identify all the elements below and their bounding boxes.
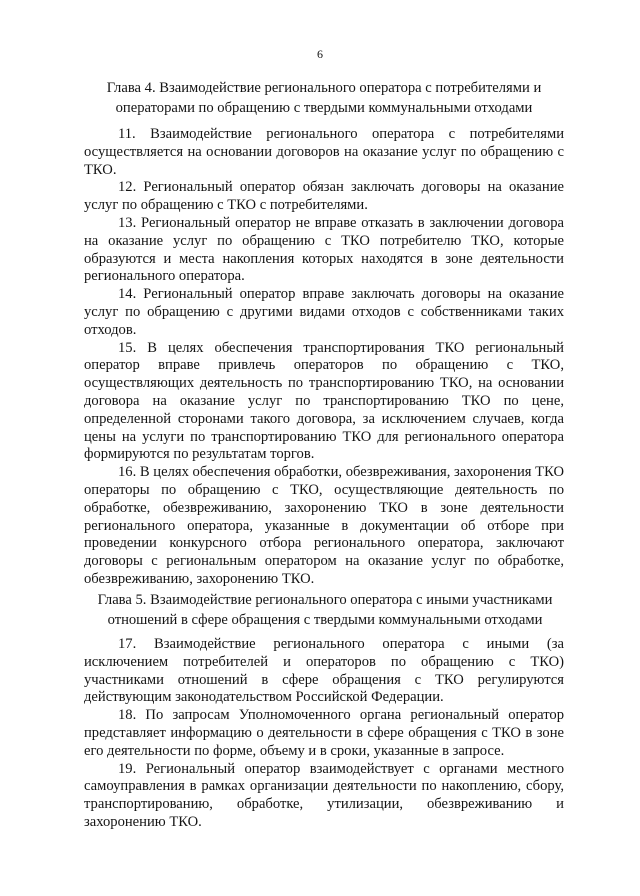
paragraph-16: 16. В целях обеспечения обработки, обезвреживания, захоронения ТКО операторы по обращению с ТКО, осуществляющие деятельность по обработке, обезвреживанию, захоронению ТКО в зоне деятельности регионального оператора, указанные в документации об отборе при проведении конкурсного отбора регионального оператора, заключают договоры с региональным оператором на оказание услуг по обработке, обезвреживанию, захоронению ТКО. [84, 464, 564, 587]
paragraph-19: 19. Региональный оператор взаимодействует с органами местного самоуправления в рамках организации деятельности по накоплению, сбору, транспортированию, обработке, утилизации, обезвреживанию и захоронению ТКО. [84, 760, 564, 830]
chapter-5-title-line-2: отношений в сфере обращения с твердыми коммунальными отходами [107, 612, 543, 628]
chapter-5-title [82, 590, 568, 630]
paragraph-14: 14. Региональный оператор вправе заключать договоры на оказание услуг по обращению с другими видами отходов с собственниками таких отходов. [84, 286, 564, 338]
chapter-5-body [84, 636, 564, 832]
paragraph-13: 13. Региональный оператор не вправе отказать в заключении договора на оказание услуг по обращению с ТКО потребителю ТКО, которые образуются и места накопления которых находятся в зоне деятельности регионального оператора. [84, 214, 564, 285]
paragraph-12: 12. Региональный оператор обязан заключать договоры на оказание услуг по обращению с ТКО с потребителями. [84, 179, 564, 214]
paragraph-17: 17. Взаимодействие регионального оператора с иными (за исключением потребителей и операторов по обращению с ТКО) участниками отношений в сфере обращения с ТКО регулируются действующим законодательством Российской Федерации. [84, 636, 564, 706]
chapter-5-title-line-1: Глава 5. Взаимодействие регионального оператора с иными участниками [97, 592, 553, 608]
chapter-4-title-line-2: операторами по обращению с твердыми коммунальными отходами [115, 100, 533, 116]
chapter-4-title-line-1: Глава 4. Взаимодействие регионального оператора с потребителями и [106, 80, 542, 96]
paragraph-11: 11. Взаимодействие регионального оператора с потребителями осуществляется на основании договоров на оказание услуг по обращению с ТКО. [84, 126, 564, 178]
paragraph-18: 18. По запросам Уполномоченного органа региональный оператор представляет информацию о деятельности в сфере обращения с ТКО в зоне его деятельности по форме, объему и в сроки, указанные в запросе. [84, 707, 564, 759]
page-number: 6 [317, 47, 323, 61]
chapter-4-body [84, 126, 564, 589]
chapter-4-title [84, 78, 564, 118]
paragraph-15: 15. В целях обеспечения транспортирования ТКО региональный оператор вправе привлечь операторов по обращению с ТКО, осуществляющих деятельность по транспортированию ТКО, на основании договора на оказание услуг по транспортированию ТКО по цене, определенной сторонами такого договора, за исключением случаев, когда цены на услуги по транспортированию ТКО для регионального оператора формируются по результатам торгов. [84, 339, 564, 463]
